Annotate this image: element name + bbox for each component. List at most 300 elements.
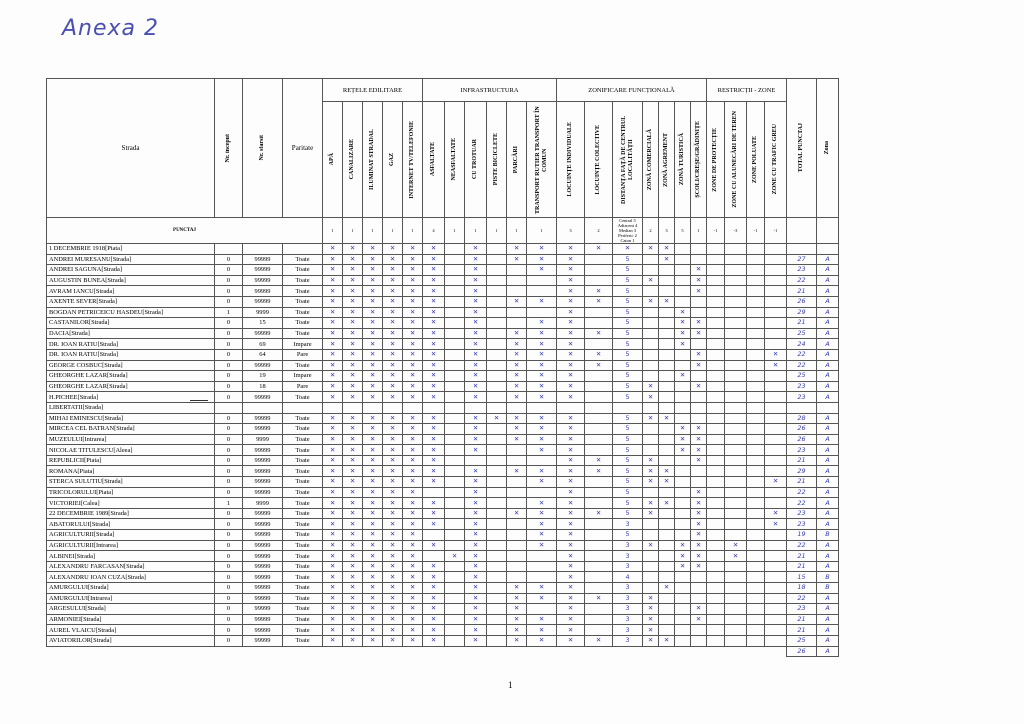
paritate: Toate xyxy=(283,413,323,424)
nr-sfarsit xyxy=(243,244,283,255)
check-mark-cell: ✕ xyxy=(403,265,423,276)
paritate: Toate xyxy=(283,254,323,265)
check-mark-cell xyxy=(585,254,613,265)
check-mark-cell: ✕ xyxy=(323,498,343,509)
check-mark-cell: ✕ xyxy=(343,614,363,625)
table-row xyxy=(47,244,839,255)
check-mark-cell: ✕ xyxy=(465,530,487,541)
check-mark-cell xyxy=(725,498,747,509)
check-mark-cell: ✕ xyxy=(403,614,423,625)
table-row xyxy=(47,286,839,297)
check-mark-cell xyxy=(487,244,507,255)
check-mark-cell: ✕ xyxy=(423,508,445,519)
table-row xyxy=(47,572,839,583)
check-mark-cell xyxy=(659,508,675,519)
check-mark-cell: ✕ xyxy=(557,424,585,435)
street-name: LIBERTATII[Strada] xyxy=(47,402,215,413)
check-mark-cell: ✕ xyxy=(363,286,383,297)
nr-inceput: 0 xyxy=(215,614,243,625)
check-mark-cell xyxy=(585,561,613,572)
table-row xyxy=(47,487,839,498)
check-mark-cell xyxy=(675,244,691,255)
nr-sfarsit: 99999 xyxy=(243,275,283,286)
check-mark-cell xyxy=(643,487,659,498)
check-mark-cell: ✕ xyxy=(323,477,343,488)
check-mark-cell: ✕ xyxy=(383,286,403,297)
check-mark-cell: ✕ xyxy=(613,244,643,255)
check-mark-cell: ✕ xyxy=(403,371,423,382)
check-mark-cell: ✕ xyxy=(643,593,659,604)
check-mark-cell: ✕ xyxy=(323,349,343,360)
check-mark-cell: ✕ xyxy=(675,551,691,562)
check-mark-cell xyxy=(643,328,659,339)
check-mark-cell: ✕ xyxy=(507,296,527,307)
check-mark-cell: ✕ xyxy=(363,339,383,350)
check-mark-cell xyxy=(507,265,527,276)
check-mark-cell xyxy=(507,318,527,329)
header-col-18: ZONE DE PROTECȚIE xyxy=(707,102,725,218)
total-punctaj: 22 xyxy=(787,593,817,604)
header-col-7: CU TROTUAR xyxy=(465,102,487,218)
street-name: GHEORGHE LAZAR[Strada] xyxy=(47,371,215,382)
check-mark-cell: ✕ xyxy=(363,445,383,456)
check-mark-cell: ✕ xyxy=(423,561,445,572)
check-mark-cell xyxy=(707,583,725,594)
paritate: Toate xyxy=(283,561,323,572)
check-mark-cell: ✕ xyxy=(585,349,613,360)
nr-inceput xyxy=(215,402,243,413)
check-mark-cell: ✕ xyxy=(527,360,557,371)
check-mark-cell xyxy=(725,244,747,255)
check-mark-cell xyxy=(765,572,787,583)
check-mark-cell xyxy=(707,551,725,562)
check-mark-cell xyxy=(527,402,557,413)
check-mark-cell xyxy=(707,530,725,541)
header-total-punctaj: TOTAL PUNCTAJ xyxy=(787,79,817,218)
total-punctaj: 21 xyxy=(787,455,817,466)
check-mark-cell xyxy=(527,275,557,286)
check-mark-cell: ✕ xyxy=(465,445,487,456)
check-mark-cell: ✕ xyxy=(465,339,487,350)
check-mark-cell xyxy=(725,349,747,360)
check-mark-cell xyxy=(643,254,659,265)
check-mark-cell: ✕ xyxy=(363,508,383,519)
check-mark-cell: 5 xyxy=(613,360,643,371)
total-punctaj: 23 xyxy=(787,519,817,530)
check-mark-cell: ✕ xyxy=(363,296,383,307)
check-mark-cell xyxy=(643,318,659,329)
check-mark-cell: ✕ xyxy=(465,434,487,445)
check-mark-cell: ✕ xyxy=(585,286,613,297)
check-mark-cell xyxy=(643,265,659,276)
nr-inceput xyxy=(215,244,243,255)
check-mark-cell xyxy=(585,530,613,541)
zona: A xyxy=(817,286,839,297)
check-mark-cell: ✕ xyxy=(323,455,343,466)
check-mark-cell: ✕ xyxy=(363,540,383,551)
check-mark-cell: ✕ xyxy=(403,572,423,583)
nr-inceput: 0 xyxy=(215,635,243,646)
check-mark-cell xyxy=(747,487,765,498)
nr-sfarsit: 99999 xyxy=(243,530,283,541)
check-mark-cell xyxy=(585,614,613,625)
check-mark-cell: ✕ xyxy=(363,392,383,403)
check-mark-cell xyxy=(725,381,747,392)
check-mark-cell xyxy=(465,402,487,413)
check-mark-cell: ✕ xyxy=(363,328,383,339)
check-mark-cell xyxy=(445,498,465,509)
check-mark-cell: ✕ xyxy=(383,296,403,307)
paritate: Impare xyxy=(283,371,323,382)
total-punctaj: 22 xyxy=(787,349,817,360)
check-mark-cell: ✕ xyxy=(557,254,585,265)
check-mark-cell: ✕ xyxy=(403,381,423,392)
check-mark-cell xyxy=(765,339,787,350)
check-mark-cell: ✕ xyxy=(465,477,487,488)
check-mark-cell: ✕ xyxy=(363,466,383,477)
check-mark-cell: ✕ xyxy=(527,318,557,329)
nr-inceput: 0 xyxy=(215,392,243,403)
check-mark-cell xyxy=(765,625,787,636)
check-mark-cell xyxy=(747,318,765,329)
check-mark-cell xyxy=(643,307,659,318)
check-mark-cell: ✕ xyxy=(507,424,527,435)
check-mark-cell: ✕ xyxy=(465,349,487,360)
check-mark-cell: ✕ xyxy=(403,625,423,636)
check-mark-cell xyxy=(725,275,747,286)
nr-inceput: 0 xyxy=(215,371,243,382)
check-mark-cell: ✕ xyxy=(691,265,707,276)
check-mark-cell xyxy=(585,477,613,488)
check-mark-cell: ✕ xyxy=(725,540,747,551)
check-mark-cell xyxy=(445,477,465,488)
check-mark-cell xyxy=(747,328,765,339)
check-mark-cell: ✕ xyxy=(527,296,557,307)
zona: A xyxy=(817,551,839,562)
check-mark-cell xyxy=(691,254,707,265)
nr-sfarsit: 99999 xyxy=(243,360,283,371)
points-col-2: 1 xyxy=(363,218,383,244)
check-mark-cell xyxy=(765,424,787,435)
table-row xyxy=(47,413,839,424)
annex-title: Anexa 2 xyxy=(62,16,160,41)
table-row xyxy=(47,445,839,456)
check-mark-cell: ✕ xyxy=(343,487,363,498)
table-row xyxy=(47,254,839,265)
check-mark-cell: ✕ xyxy=(343,455,363,466)
check-mark-cell xyxy=(725,328,747,339)
check-mark-cell: ✕ xyxy=(507,604,527,615)
check-mark-cell: ✕ xyxy=(363,614,383,625)
street-name: ALBINEI[Strada] xyxy=(47,551,215,562)
check-mark-cell xyxy=(707,593,725,604)
paritate: Toate xyxy=(283,477,323,488)
total-punctaj: 26 xyxy=(787,424,817,435)
check-mark-cell xyxy=(507,540,527,551)
check-mark-cell: ✕ xyxy=(363,371,383,382)
check-mark-cell: ✕ xyxy=(343,635,363,646)
check-mark-cell xyxy=(507,445,527,456)
zona: A xyxy=(817,318,839,329)
header-col-11: LOCUINȚE INDIVIDUALE xyxy=(557,102,585,218)
check-mark-cell xyxy=(343,402,363,413)
check-mark-cell xyxy=(765,371,787,382)
check-mark-cell xyxy=(659,360,675,371)
check-mark-cell: ✕ xyxy=(465,424,487,435)
check-mark-cell xyxy=(445,572,465,583)
header-retele-edilitare: REȚELE EDILITARE xyxy=(323,79,423,102)
check-mark-cell xyxy=(707,296,725,307)
check-mark-cell xyxy=(725,487,747,498)
paritate: Toate xyxy=(283,307,323,318)
check-mark-cell: ✕ xyxy=(363,318,383,329)
check-mark-cell xyxy=(507,487,527,498)
check-mark-cell xyxy=(507,275,527,286)
check-mark-cell: ✕ xyxy=(659,466,675,477)
check-mark-cell xyxy=(445,583,465,594)
check-mark-cell: ✕ xyxy=(643,508,659,519)
paritate: Pare xyxy=(283,381,323,392)
check-mark-cell: ✕ xyxy=(527,593,557,604)
check-mark-cell: ✕ xyxy=(643,540,659,551)
check-mark-cell xyxy=(487,328,507,339)
check-mark-cell: ✕ xyxy=(323,540,343,551)
check-mark-cell xyxy=(445,487,465,498)
nr-inceput: 1 xyxy=(215,498,243,509)
check-mark-cell xyxy=(445,540,465,551)
header-col-14: ZONĂ COMERCIALĂ xyxy=(643,102,659,218)
check-mark-cell xyxy=(675,614,691,625)
check-mark-cell xyxy=(585,413,613,424)
points-col-12: 2 xyxy=(585,218,613,244)
check-mark-cell: ✕ xyxy=(465,381,487,392)
check-mark-cell: ✕ xyxy=(423,625,445,636)
check-mark-cell: ✕ xyxy=(557,434,585,445)
check-mark-cell: ✕ xyxy=(323,318,343,329)
check-mark-cell: ✕ xyxy=(557,445,585,456)
check-mark-cell xyxy=(423,530,445,541)
check-mark-cell: ✕ xyxy=(557,392,585,403)
check-mark-cell: ✕ xyxy=(557,540,585,551)
check-mark-cell: ✕ xyxy=(403,498,423,509)
nr-inceput: 0 xyxy=(215,318,243,329)
check-mark-cell: ✕ xyxy=(323,244,343,255)
check-mark-cell: ✕ xyxy=(643,635,659,646)
total-punctaj: 21 xyxy=(787,561,817,572)
check-mark-cell xyxy=(659,328,675,339)
check-mark-cell xyxy=(675,583,691,594)
nr-inceput: 0 xyxy=(215,455,243,466)
check-mark-cell: ✕ xyxy=(343,307,363,318)
street-name: ALEXANDRU FARCASAN[Strada] xyxy=(47,561,215,572)
table-row xyxy=(47,275,839,286)
total-punctaj: 29 xyxy=(787,307,817,318)
check-mark-cell xyxy=(765,466,787,477)
paritate: Toate xyxy=(283,635,323,646)
check-mark-cell: ✕ xyxy=(343,296,363,307)
check-mark-cell xyxy=(725,402,747,413)
header-col-16: ZONĂ TURISTICĂ xyxy=(675,102,691,218)
check-mark-cell: 5 xyxy=(613,381,643,392)
check-mark-cell xyxy=(707,572,725,583)
check-mark-cell: ✕ xyxy=(691,614,707,625)
check-mark-cell xyxy=(487,371,507,382)
check-mark-cell xyxy=(487,477,507,488)
check-mark-cell xyxy=(487,296,507,307)
check-mark-cell xyxy=(445,254,465,265)
check-mark-cell xyxy=(725,413,747,424)
check-mark-cell xyxy=(643,360,659,371)
check-mark-cell xyxy=(725,614,747,625)
table-row xyxy=(47,561,839,572)
check-mark-cell xyxy=(765,275,787,286)
nr-inceput: 0 xyxy=(215,530,243,541)
check-mark-cell: ✕ xyxy=(383,254,403,265)
zona: B xyxy=(817,572,839,583)
check-mark-cell: ✕ xyxy=(691,328,707,339)
check-mark-cell: 5 xyxy=(613,487,643,498)
check-mark-cell xyxy=(691,392,707,403)
check-mark-cell: ✕ xyxy=(423,286,445,297)
check-mark-cell xyxy=(487,604,507,615)
check-mark-cell: ✕ xyxy=(403,296,423,307)
check-mark-cell xyxy=(747,583,765,594)
check-mark-cell xyxy=(707,360,725,371)
check-mark-cell xyxy=(675,360,691,371)
header-col-20: ZONE POLUATE xyxy=(747,102,765,218)
check-mark-cell: ✕ xyxy=(403,254,423,265)
check-mark-cell: ✕ xyxy=(383,381,403,392)
check-mark-cell: ✕ xyxy=(507,328,527,339)
check-mark-cell xyxy=(675,254,691,265)
nr-sfarsit: 99999 xyxy=(243,265,283,276)
check-mark-cell xyxy=(707,275,725,286)
check-mark-cell xyxy=(585,392,613,403)
check-mark-cell: ✕ xyxy=(465,307,487,318)
pen-stroke xyxy=(190,400,208,401)
check-mark-cell xyxy=(487,625,507,636)
header-col-10: TRANSPORT RUTIER TRANSPORT ÎN COMUN xyxy=(527,102,557,218)
nr-sfarsit: 69 xyxy=(243,339,283,350)
check-mark-cell: ✕ xyxy=(323,530,343,541)
header-col-9: PARCĂRI xyxy=(507,102,527,218)
check-mark-cell: ✕ xyxy=(643,392,659,403)
zona: A xyxy=(817,487,839,498)
check-mark-cell: ✕ xyxy=(691,318,707,329)
nr-sfarsit: 99999 xyxy=(243,635,283,646)
paritate: Toate xyxy=(283,265,323,276)
check-mark-cell: ✕ xyxy=(643,498,659,509)
check-mark-cell xyxy=(423,487,445,498)
nr-inceput: 0 xyxy=(215,487,243,498)
check-mark-cell: ✕ xyxy=(507,381,527,392)
check-mark-cell xyxy=(675,498,691,509)
check-mark-cell: ✕ xyxy=(465,286,487,297)
check-mark-cell: ✕ xyxy=(363,254,383,265)
street-name: ABATORULUI[Strada] xyxy=(47,519,215,530)
check-mark-cell xyxy=(691,583,707,594)
check-mark-cell xyxy=(691,413,707,424)
check-mark-cell xyxy=(675,519,691,530)
check-mark-cell xyxy=(675,635,691,646)
check-mark-cell: ✕ xyxy=(691,434,707,445)
check-mark-cell xyxy=(725,296,747,307)
check-mark-cell: ✕ xyxy=(507,244,527,255)
check-mark-cell xyxy=(487,466,507,477)
street-name: MIRCEA CEL BATRAN[Strada] xyxy=(47,424,215,435)
zona: A xyxy=(817,307,839,318)
check-mark-cell: ✕ xyxy=(323,328,343,339)
check-mark-cell xyxy=(659,402,675,413)
check-mark-cell xyxy=(747,339,765,350)
check-mark-cell: ✕ xyxy=(383,572,403,583)
check-mark-cell xyxy=(403,402,423,413)
check-mark-cell xyxy=(643,339,659,350)
header-col-13: DISTANȚA FAȚĂ DE CENTRUL LOCALITĂȚII xyxy=(613,102,643,218)
zona: A xyxy=(817,413,839,424)
check-mark-cell: ✕ xyxy=(323,508,343,519)
check-mark-cell xyxy=(707,625,725,636)
check-mark-cell: ✕ xyxy=(423,466,445,477)
nr-sfarsit: 99999 xyxy=(243,572,283,583)
check-mark-cell: ✕ xyxy=(465,318,487,329)
nr-sfarsit: 99999 xyxy=(243,392,283,403)
check-mark-cell: 5 xyxy=(613,286,643,297)
check-mark-cell: ✕ xyxy=(323,445,343,456)
check-mark-cell: ✕ xyxy=(323,307,343,318)
check-mark-cell xyxy=(725,455,747,466)
table-row xyxy=(47,508,839,519)
check-mark-cell xyxy=(487,572,507,583)
check-mark-cell: ✕ xyxy=(557,307,585,318)
nr-sfarsit: 9999 xyxy=(243,434,283,445)
zona: A xyxy=(817,349,839,360)
nr-sfarsit: 99999 xyxy=(243,487,283,498)
total-punctaj: 29 xyxy=(787,466,817,477)
table-row xyxy=(47,551,839,562)
nr-inceput: 0 xyxy=(215,265,243,276)
zona: A xyxy=(817,466,839,477)
points-col-20: -1 xyxy=(747,218,765,244)
street-name: GEORGE COSBUC[Strada] xyxy=(47,360,215,371)
check-mark-cell: ✕ xyxy=(765,477,787,488)
check-mark-cell: ✕ xyxy=(465,466,487,477)
check-mark-cell: ✕ xyxy=(403,604,423,615)
check-mark-cell: ✕ xyxy=(343,339,363,350)
check-mark-cell xyxy=(487,614,507,625)
street-scoring-table xyxy=(46,78,839,657)
check-mark-cell: ✕ xyxy=(383,540,403,551)
nr-inceput: 0 xyxy=(215,604,243,615)
check-mark-cell xyxy=(765,635,787,646)
total-punctaj: 23 xyxy=(787,265,817,276)
total-punctaj: 23 xyxy=(787,392,817,403)
header-col-4: INTERNET TV/TELEFONIE xyxy=(403,102,423,218)
check-mark-cell: 5 xyxy=(613,328,643,339)
check-mark-cell: ✕ xyxy=(465,254,487,265)
check-mark-cell xyxy=(707,402,725,413)
check-mark-cell xyxy=(707,635,725,646)
points-col-19: -3 xyxy=(725,218,747,244)
check-mark-cell: ✕ xyxy=(725,551,747,562)
check-mark-cell xyxy=(747,625,765,636)
check-mark-cell: ✕ xyxy=(363,635,383,646)
check-mark-cell: ✕ xyxy=(343,392,363,403)
check-mark-cell: ✕ xyxy=(323,286,343,297)
check-mark-cell: ✕ xyxy=(487,413,507,424)
check-mark-cell: ✕ xyxy=(423,614,445,625)
check-mark-cell xyxy=(675,466,691,477)
